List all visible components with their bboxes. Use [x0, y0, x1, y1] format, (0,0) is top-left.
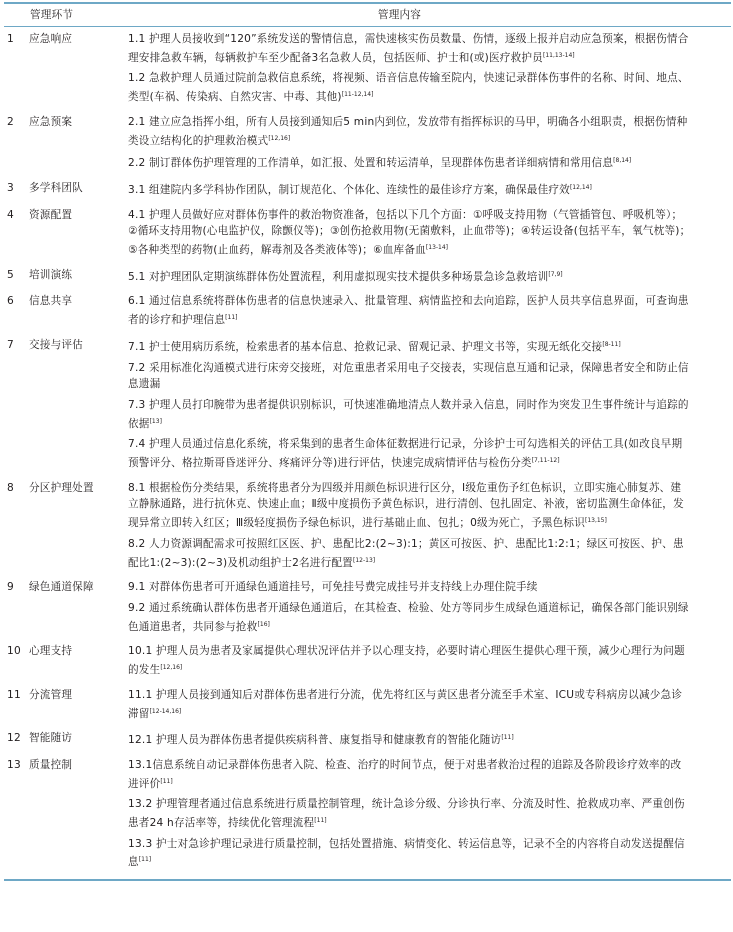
section-items	[128, 114, 691, 176]
section-number: 4	[7, 208, 14, 221]
section-name: 培训演练	[29, 268, 73, 281]
content-text: 9.1 对群体伤患者可开通绿色通道挂号，可免挂号费完成挂号并支持线上办理住院手续	[128, 581, 538, 594]
section-number: 5	[7, 268, 14, 281]
section-items	[128, 31, 691, 110]
content-text: 8.1 根据检伤分类结果，系统将患者分为四级并用颜色标识进行区分，Ⅰ级危重伤予红色标识，立即实施心肺复苏、建立静脉通路，进行抗休克、快速止血；Ⅱ级中度损伤予黄色标识，进行清创、包扎固定、补液，密切监测生命体征，发现异常立即转入红区；Ⅲ级轻度损伤予绿色标识，进行基础止血、包扎；0级为死亡，予黑色标识	[128, 481, 684, 530]
content-text: 7.1 护士使用病历系统，检索患者的基本信息、抢救记录、留观记录、护理文书等，实现无纸化交接	[128, 340, 603, 353]
section-items	[128, 757, 691, 875]
citation-ref: [12,14]	[569, 183, 592, 191]
citation-ref: [7,9]	[548, 270, 563, 278]
content-item	[128, 207, 691, 259]
table-header	[4, 4, 731, 26]
citation-ref: [13-14]	[425, 244, 449, 252]
content-text: 3.1 组建院内多学科协作团队，制订规范化、个体化、连续性的最佳诊疗方案，确保最佳疗效	[128, 183, 570, 196]
section-number: 6	[7, 295, 14, 308]
table-bottom-rule	[4, 879, 731, 881]
section-name: 交接与评估	[29, 338, 83, 351]
section-number: 1	[7, 33, 14, 45]
content-item	[128, 267, 691, 286]
content-item	[128, 31, 691, 66]
citation-ref: [11]	[225, 314, 238, 322]
content-text: 7.4 护理人员通过信息化系统，将采集到的患者生命体征数据进行记录，分诊护士可勾选相关的评估工具(如改良早期预警评分、格拉斯哥昏迷评分、疼痛评分等)进行评估，快速完成病情评估与检伤分类	[128, 438, 683, 470]
content-text: 6.1 通过信息系统将群体伤患者的信息快速录入、批量管理、病情监控和去向追踪，医护人员共享信息界面，可查询患者的诊疗和护理信息	[128, 295, 689, 327]
section-items	[128, 180, 691, 203]
content-item	[128, 337, 691, 356]
content-item	[128, 70, 691, 105]
content-text: 1.2 急救护理人员通过院前急救信息系统，将视频、语音信息传输至院内，快速记录群体伤事件的名称、时间、地点、类型(车祸、传染病、自然灾害、中毒、其他)	[128, 72, 689, 104]
citation-ref: [11,13-14]	[542, 51, 575, 59]
content-text: 7.2 采用标准化沟通模式进行床旁交接班，对危重患者采用电子交接表，实现信息互通和记录，保障患者安全和防止信息遗漏	[128, 361, 689, 391]
section-name: 信息共享	[29, 295, 73, 308]
section-number: 3	[7, 181, 14, 194]
table-row	[4, 757, 731, 875]
citation-ref: [11]	[314, 817, 327, 825]
content-item	[128, 180, 691, 199]
content-text: 9.2 通过系统确认群体伤患者开通绿色通道后，在其检查、检验、处方等同步生成绿色通道标记，确保各部门能识别绿色通道患者，共同参与抢救	[128, 601, 689, 633]
table-row	[4, 180, 731, 203]
content-text: 11.1 护理人员接到通知后对群体伤患者进行分流，优先将红区与黄区患者分流至手术室、ICU或专科病房以减少急诊滞留	[128, 688, 683, 720]
section-name: 资源配置	[29, 208, 73, 221]
citation-ref: [8,14]	[613, 157, 632, 165]
content-text: 12.1 护理人员为群体伤患者提供疾病科普、康复指导和健康教育的智能化随访	[128, 734, 502, 747]
section-number: 12	[7, 732, 21, 745]
content-text: 4.1 护理人员做好应对群体伤事件的救治物资准备，包括以下几个方面：①呼吸支持用物（气管插管包、呼吸机等）；②循环支持用物(心电监护仪，除颤仪等)；③创伤抢救用物(无菌敷料，止血带等)；④转运设备(包括平车，氧气枕等)；⑤各种类型的药物(止血药，解毒剂及各类液体等)；⑥血库备血	[128, 208, 691, 257]
section-items	[128, 643, 691, 682]
table-row	[4, 207, 731, 263]
content-text: 13.2 护理管理者通过信息系统进行质量控制管理，统计急诊分级、分诊执行率、分流及时性、抢救成功率、严重创伤患者24 h存活率等，持续优化管理流程	[128, 798, 685, 830]
content-item	[128, 397, 691, 432]
table-row	[4, 293, 731, 332]
content-text: 8.2 人力资源调配需求可按照红区医、护、患配比2:(2~3):1；黄区可按医、护、患配比1:2:1；绿区可按医、护、患配比1:(2~3):(2~3)及机动组护士2名进行配置	[128, 537, 684, 569]
section-items	[128, 730, 691, 753]
section-items	[128, 293, 691, 332]
content-item	[128, 836, 691, 871]
table-row	[4, 730, 731, 753]
table-row	[4, 687, 731, 726]
table-row	[4, 337, 731, 476]
content-item	[128, 600, 691, 635]
content-item	[128, 114, 691, 149]
section-name: 多学科团队	[29, 181, 83, 194]
content-item	[128, 643, 691, 678]
section-items	[128, 687, 691, 726]
section-items	[128, 207, 691, 263]
management-table	[4, 2, 731, 881]
content-text: 10.1 护理人员为患者及家属提供心理状况评估并予以心理支持，必要时请心理医生提供心理干预，减少心理行为问题的发生	[128, 645, 685, 677]
table-row	[4, 267, 731, 290]
content-item	[128, 153, 691, 172]
section-number: 9	[7, 581, 14, 594]
content-text: 13.1信息系统自动记录群体伤患者入院、检查、治疗的时间节点，便于对患者救治过程的追踪及各阶段诊疗效率的改进评价	[128, 758, 682, 790]
citation-ref: [16]	[257, 620, 270, 628]
citation-ref: [7,11-12]	[531, 457, 560, 465]
citation-ref: [11]	[160, 777, 173, 785]
citation-ref: [12,16]	[268, 134, 291, 142]
content-text: 2.2 制订群体伤护理管理的工作清单，如汇报、处置和转运清单，呈现群体伤患者详细病情和常用信息	[128, 157, 614, 170]
table-row	[4, 114, 731, 176]
section-items	[128, 480, 691, 576]
content-text: 13.3 护士对急诊护理记录进行质量控制，包括处置措施、病情变化、转运信息等，记录不全的内容将自动发送提醒信息	[128, 837, 685, 869]
section-number: 2	[7, 115, 14, 128]
section-name: 分区护理处置	[29, 481, 94, 494]
content-text: 1.1 护理人员接收到“120”系统发送的警情信息，需快速核实伤员数量、伤情，逐级上报并启动应急预案，根据伤情合理安排急救车辆，每辆救护车至少配备3名急救人员，包括医师、护士和(或)医疗救护员	[128, 33, 689, 64]
section-number: 8	[7, 481, 14, 494]
citation-ref: [12,16]	[160, 664, 183, 672]
citation-ref: [11]	[501, 734, 514, 742]
table-row	[4, 480, 731, 576]
citation-ref: [13]	[149, 417, 162, 425]
table-row	[4, 643, 731, 682]
content-item	[128, 293, 691, 328]
section-number: 7	[7, 338, 14, 351]
section-name: 应急预案	[29, 115, 73, 128]
content-item	[128, 730, 691, 749]
header-content: 管理内容	[377, 8, 422, 21]
table-row	[4, 31, 731, 110]
citation-ref: [11]	[138, 856, 152, 864]
content-item	[128, 579, 691, 596]
citation-ref: [8-11]	[602, 340, 621, 348]
content-item	[128, 757, 691, 792]
section-number: 10	[7, 645, 21, 658]
citation-ref: [11-12,14]	[341, 91, 374, 99]
section-name: 智能随访	[29, 732, 73, 745]
citation-ref: [13,15]	[584, 517, 607, 525]
section-items	[128, 267, 691, 290]
content-item	[128, 480, 691, 532]
section-name: 心理支持	[29, 645, 73, 658]
content-text: 5.1 对护理团队定期演练群体伤处置流程，利用虚拟现实技术提供多种场景急诊急救培训	[128, 270, 549, 283]
content-item	[128, 436, 691, 471]
citation-ref: [12-14,16]	[149, 707, 182, 715]
table-row	[4, 579, 731, 639]
section-name: 质量控制	[29, 758, 73, 771]
header-stage: 管理环节	[30, 8, 74, 21]
table-body	[4, 31, 731, 875]
content-item	[128, 687, 691, 722]
content-text: 2.1 建立应急指挥小组，所有人员接到通知后5 min内到位，发放带有指挥标识的马甲，明确各小组职责，根据伤情种类设立结构化的护理救治模式	[128, 115, 688, 147]
content-item	[128, 360, 691, 393]
content-item	[128, 536, 691, 571]
section-number: 13	[7, 758, 21, 771]
table-header-rule	[4, 26, 731, 27]
section-number: 11	[7, 688, 21, 701]
section-items	[128, 337, 691, 476]
section-name: 分流管理	[29, 688, 73, 701]
citation-ref: [12-13]	[352, 556, 376, 564]
section-name: 应急响应	[29, 33, 73, 45]
section-name: 绿色通道保障	[29, 581, 94, 594]
content-text: 7.3 护理人员打印腕带为患者提供识别标识，可快速准确地清点人数并录入信息，同时作为突发卫生事件统计与追踪的依据	[128, 398, 689, 430]
section-items	[128, 579, 691, 639]
content-item	[128, 796, 691, 831]
